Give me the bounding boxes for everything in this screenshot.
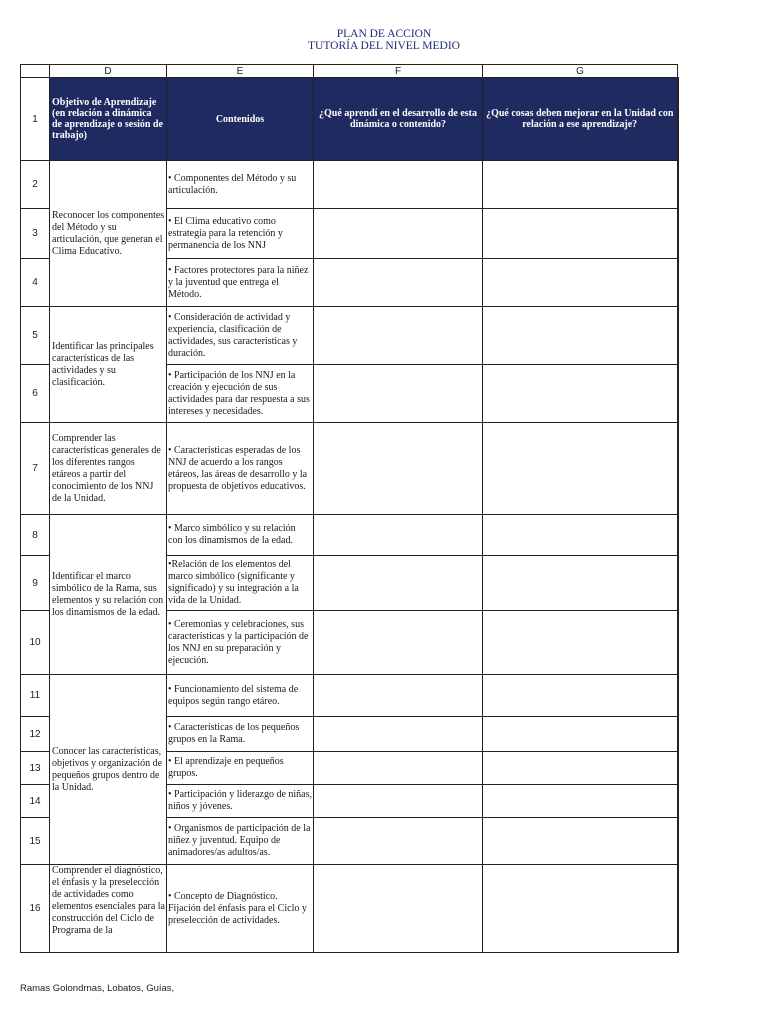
table-row bbox=[21, 423, 678, 515]
aprendi-cell[interactable] bbox=[314, 818, 483, 865]
mejorar-cell[interactable] bbox=[483, 365, 678, 423]
contenido-cell[interactable]: • Factores protectores para la niñez y la juventud que entrega el Método. bbox=[167, 259, 314, 307]
contenido-cell[interactable]: • Funcionamiento del sistema de equipos según rango etáreo. bbox=[167, 675, 314, 717]
aprendi-cell[interactable] bbox=[314, 675, 483, 717]
aprendi-cell[interactable] bbox=[314, 611, 483, 675]
aprendi-cell[interactable] bbox=[314, 365, 483, 423]
mejorar-cell[interactable] bbox=[483, 259, 678, 307]
row-number[interactable]: 16 bbox=[21, 865, 50, 953]
row-number[interactable]: 5 bbox=[21, 307, 50, 365]
column-header-e[interactable]: E bbox=[167, 65, 314, 78]
mejorar-cell[interactable] bbox=[483, 675, 678, 717]
contenido-cell[interactable]: •Relación de los elementos del marco simbólico (significante y significado) y su integración a la vida de la Unidad. bbox=[167, 556, 314, 611]
mejorar-cell[interactable] bbox=[483, 209, 678, 259]
contenido-cell[interactable]: • Ceremonias y celebraciones, sus características y la participación de los NNJ en su preparación y ejecución. bbox=[167, 611, 314, 675]
aprendi-cell[interactable] bbox=[314, 717, 483, 752]
header-aprendi: ¿Qué aprendí en el desarrollo de esta dinámica o contenido? bbox=[314, 78, 483, 161]
table-row bbox=[21, 78, 678, 161]
row-number[interactable]: 8 bbox=[21, 515, 50, 556]
aprendi-cell[interactable] bbox=[314, 259, 483, 307]
mejorar-cell[interactable] bbox=[483, 611, 678, 675]
aprendi-cell[interactable] bbox=[314, 865, 483, 953]
mejorar-cell[interactable] bbox=[483, 161, 678, 209]
column-header-g[interactable]: G bbox=[483, 65, 678, 78]
column-header-d[interactable]: D bbox=[50, 65, 167, 78]
sheet-footer: Ramas Golondrnas, Lobatos, Guías, bbox=[20, 983, 175, 994]
row-number[interactable]: 15 bbox=[21, 818, 50, 865]
aprendi-cell[interactable] bbox=[314, 752, 483, 785]
objetivo-cell[interactable]: Comprender las características generales de los diferentes rangos etáreos a partir del conocimiento de los NNJ de la Unidad. bbox=[50, 423, 167, 515]
row-number[interactable]: 11 bbox=[21, 675, 50, 717]
row-number[interactable]: 10 bbox=[21, 611, 50, 675]
header-mejorar: ¿Qué cosas deben mejorar en la Unidad con relación a ese aprendizaje? bbox=[483, 78, 678, 161]
title-line-2: TUTORÍA DEL NIVEL MEDIO bbox=[308, 40, 460, 52]
aprendi-cell[interactable] bbox=[314, 785, 483, 818]
contenido-cell[interactable]: • El aprendizaje en pequeños grupos. bbox=[167, 752, 314, 785]
action-plan-table bbox=[20, 64, 679, 953]
aprendi-cell[interactable] bbox=[314, 161, 483, 209]
contenido-cell[interactable]: • Participación y liderazgo de niñas, niños y jóvenes. bbox=[167, 785, 314, 818]
contenido-cell[interactable]: • Participación de los NNJ en la creación y ejecución de sus actividades para dar respuesta a sus intereses y necesidades. bbox=[167, 365, 314, 423]
table-row bbox=[21, 865, 678, 953]
corner-cell[interactable] bbox=[21, 65, 50, 78]
table-row bbox=[21, 515, 678, 556]
mejorar-cell[interactable] bbox=[483, 818, 678, 865]
contenido-cell[interactable]: • Características de los pequeños grupos en la Rama. bbox=[167, 717, 314, 752]
row-number[interactable]: 1 bbox=[21, 78, 50, 161]
table-row bbox=[21, 307, 678, 365]
contenido-cell[interactable]: • Marco simbólico y su relación con los dinamismos de la edad. bbox=[167, 515, 314, 556]
title-line-1: PLAN DE ACCION bbox=[336, 28, 432, 40]
header-contenidos: Contenidos bbox=[167, 78, 314, 161]
document-title bbox=[0, 28, 768, 52]
objetivo-cell[interactable]: Reconocer los componentes del Método y su articulación, que generan el Clima Educativo. bbox=[50, 161, 167, 307]
objetivo-cell[interactable] bbox=[50, 865, 167, 953]
aprendi-cell[interactable] bbox=[314, 556, 483, 611]
row-number[interactable]: 6 bbox=[21, 365, 50, 423]
column-header-f[interactable]: F bbox=[314, 65, 483, 78]
contenido-cell[interactable]: • El Clima educativo como estrategia para la retención y permanencia de los NNJ bbox=[167, 209, 314, 259]
row-number[interactable]: 13 bbox=[21, 752, 50, 785]
contenido-cell[interactable]: • Consideración de actividad y experiencia, clasificación de actividades, sus características y duración. bbox=[167, 307, 314, 365]
contenido-cell[interactable]: • Componentes del Método y su articulación. bbox=[167, 161, 314, 209]
table-row bbox=[21, 675, 678, 717]
row-number[interactable]: 7 bbox=[21, 423, 50, 515]
mejorar-cell[interactable] bbox=[483, 717, 678, 752]
objetivo-cell[interactable]: Conocer las características, objetivos y organización de pequeños grupos dentro de la Unidad. bbox=[50, 675, 167, 865]
mejorar-cell[interactable] bbox=[483, 865, 678, 953]
mejorar-cell[interactable] bbox=[483, 785, 678, 818]
header-objetivo: Objetivo de Aprendizaje (en relación a dinámica de aprendizaje o sesión de trabajo) bbox=[50, 78, 167, 161]
mejorar-cell[interactable] bbox=[483, 556, 678, 611]
mejorar-cell[interactable] bbox=[483, 307, 678, 365]
table-row bbox=[21, 161, 678, 209]
objetivo-cell[interactable]: Identificar las principales características de las actividades y su clasificación. bbox=[50, 307, 167, 423]
objetivo-cell[interactable]: Identificar el marco simbólico de la Rama, sus elementos y su relación con los dinamismos de la edad. bbox=[50, 515, 167, 675]
aprendi-cell[interactable] bbox=[314, 307, 483, 365]
aprendi-cell[interactable] bbox=[314, 209, 483, 259]
objetivo-text: Comprender el diagnóstico, el énfasis y la preselección de actividades como elementos esenciales para la construcción del Ciclo de Programa de la bbox=[52, 865, 165, 936]
aprendi-cell[interactable] bbox=[314, 423, 483, 515]
row-number[interactable]: 2 bbox=[21, 161, 50, 209]
contenido-cell[interactable]: • Concepto de Diagnóstico. Fijación del énfasis para el Ciclo y preselección de actividades. bbox=[167, 865, 314, 953]
aprendi-cell[interactable] bbox=[314, 515, 483, 556]
mejorar-cell[interactable] bbox=[483, 423, 678, 515]
row-number[interactable]: 4 bbox=[21, 259, 50, 307]
row-number[interactable]: 12 bbox=[21, 717, 50, 752]
row-number[interactable]: 14 bbox=[21, 785, 50, 818]
contenido-cell[interactable]: • Características esperadas de los NNJ de acuerdo a los rangos etáreos, las áreas de desarrollo y la propuesta de objetivos educativos. bbox=[167, 423, 314, 515]
row-number[interactable]: 3 bbox=[21, 209, 50, 259]
mejorar-cell[interactable] bbox=[483, 752, 678, 785]
column-header-row bbox=[21, 65, 678, 78]
row-number[interactable]: 9 bbox=[21, 556, 50, 611]
contenido-cell[interactable]: • Organismos de participación de la niñez y juventud. Equipo de animadores/as adultos/as. bbox=[167, 818, 314, 865]
mejorar-cell[interactable] bbox=[483, 515, 678, 556]
